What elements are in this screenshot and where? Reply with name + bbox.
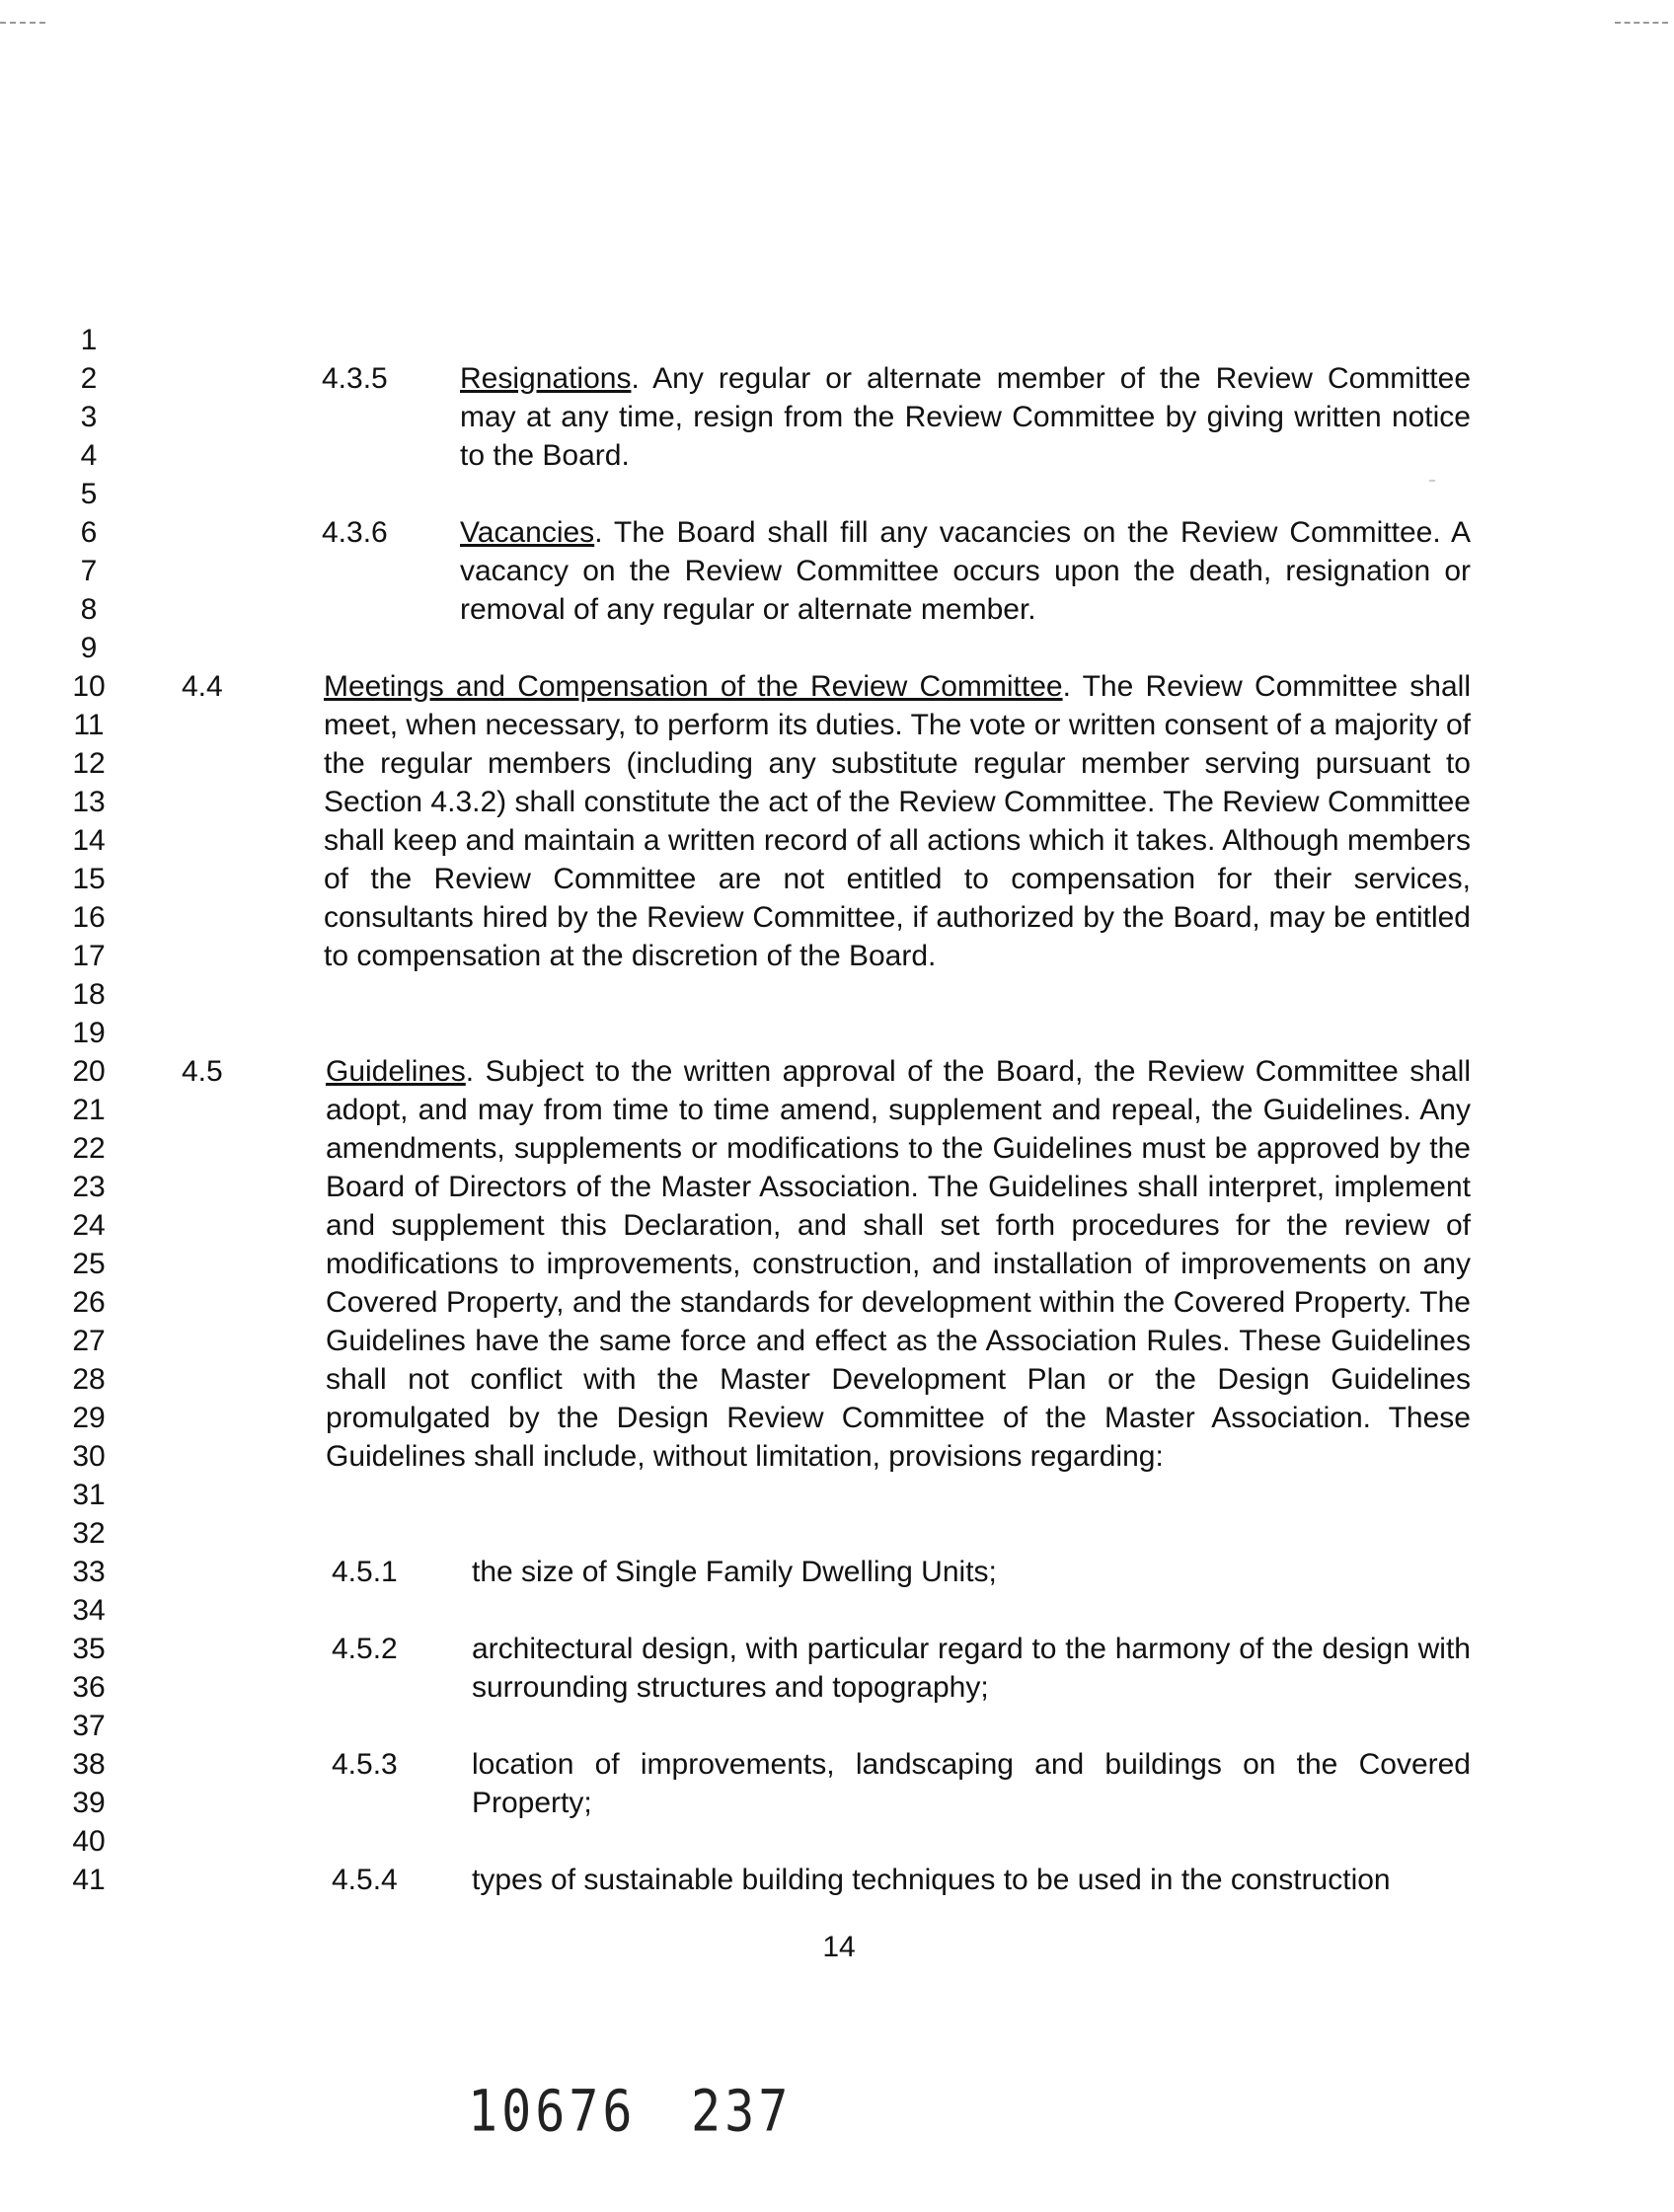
line-number: 16: [72, 901, 106, 934]
line-number: 39: [72, 1787, 106, 1819]
line-number: 8: [80, 593, 98, 626]
line-number: 36: [72, 1671, 106, 1704]
line-number: 17: [72, 940, 106, 972]
line-number: 31: [72, 1479, 106, 1511]
section-4-5-1-body: the size of Single Family Dwelling Units;: [472, 1556, 997, 1588]
scan-mark-left: [0, 22, 45, 25]
line-number: 38: [72, 1748, 106, 1781]
section-4-5-3-body: location of improvements, landscaping and buildings on the Covered Property;: [472, 1748, 1471, 1819]
line-number: 28: [72, 1363, 106, 1396]
line-number: 14: [72, 824, 106, 857]
line-number: 5: [80, 478, 98, 510]
line-number: 6: [80, 516, 98, 549]
line-number: 10: [72, 670, 106, 703]
section-4-5-title: Guidelines: [326, 1055, 466, 1088]
section-number-4-5-1: 4.5.1: [332, 1556, 398, 1588]
section-4-5-4-body: types of sustainable building techniques to be used in the construction: [472, 1864, 1391, 1896]
line-number: 12: [72, 747, 106, 780]
scan-speck: [1429, 480, 1435, 482]
recording-stamp-page: 237: [691, 2078, 793, 2145]
section-number-4-3-6: 4.3.6: [322, 516, 388, 549]
line-number: 20: [72, 1055, 106, 1088]
section-4-3-5-body: . Any regular or alternate member of the Review Committee may at any time, resign from the Review Committee by giving written notice to the Board.: [460, 362, 1471, 472]
line-number: 22: [72, 1132, 106, 1165]
section-number-4-5-4: 4.5.4: [332, 1864, 398, 1896]
line-number: 29: [72, 1402, 106, 1434]
line-number: 32: [72, 1517, 106, 1550]
section-4-5-text: [326, 1052, 1471, 1476]
line-number: 30: [72, 1440, 106, 1473]
section-number-4-3-5: 4.3.5: [322, 362, 388, 395]
line-number: 27: [72, 1325, 106, 1357]
line-number: 4: [80, 439, 98, 472]
section-4-3-5-text: [460, 359, 1471, 475]
section-4-4-body: . The Review Committee shall meet, when necessary, to perform its duties. The vote or written consent of a majority of the regular members (including any substitute regular member serving pursuant to Section 4.3.2) shall constitute the act of the Review Committee. The Review Committee shall keep and maintain a written record of all actions which it takes. Although members of the Review Committee are not entitled to compensation for their services, consultants hired by the Review Committee, if authorized by the Board, may be entitled to compensation at the discretion of the Board.: [324, 670, 1471, 972]
line-number: 35: [72, 1633, 106, 1665]
line-number: 25: [72, 1248, 106, 1280]
section-4-3-5-title: Resignations: [460, 362, 632, 395]
line-number: 13: [72, 786, 106, 818]
section-4-4-text: [324, 667, 1471, 975]
section-number-4-4: 4.4: [182, 670, 223, 703]
line-number: 11: [73, 709, 105, 741]
section-number-4-5: 4.5: [182, 1055, 223, 1088]
scan-mark-right: [1615, 22, 1668, 25]
section-4-5-2-body: architectural design, with particular regard to the harmony of the design with surrounding structures and topography;: [472, 1633, 1471, 1704]
recording-stamp-book: 10676: [468, 2078, 637, 2145]
section-number-4-5-2: 4.5.2: [332, 1633, 398, 1665]
line-number: 15: [72, 863, 106, 895]
line-number: 24: [72, 1209, 106, 1242]
line-number: 33: [72, 1556, 106, 1588]
section-4-5-body: . Subject to the written approval of the Board, the Review Committee shall adopt, and may from time to time amend, supplement and repeal, the Guidelines. Any amendments, supplements or modifications to the Guidelines must be approved by the Board of Directors of the Master Association. The Guidelines shall interpret, implement and supplement this Declaration, and shall set forth procedures for the review of modifications to improvements, construction, and installation of improvements on any Covered Property, and the standards for development within the Covered Property. The Guidelines have the same force and effect as the Association Rules. These Guidelines shall not conflict with the Master Development Plan or the Design Guidelines promulgated by the Design Review Committee of the Master Association. These Guidelines shall include, without limitation, provisions regarding:: [326, 1055, 1471, 1473]
line-number: 37: [72, 1710, 106, 1742]
line-number: 34: [72, 1594, 106, 1627]
line-number: 19: [72, 1017, 106, 1049]
section-number-4-5-3: 4.5.3: [332, 1748, 398, 1781]
line-number: 26: [72, 1286, 106, 1319]
line-number: 23: [72, 1171, 106, 1203]
section-4-4-title: Meetings and Compensation of the Review Committee: [324, 670, 1063, 703]
page-number: 14: [822, 1931, 856, 1963]
line-number: 21: [72, 1094, 106, 1126]
line-number: 3: [80, 401, 98, 433]
line-number: 9: [80, 632, 98, 664]
section-4-3-6-title: Vacancies: [460, 516, 595, 549]
section-4-3-6-body: . The Board shall fill any vacancies on the Review Committee. A vacancy on the Review Committee occurs upon the death, resignation or removal of any regular or alternate member.: [460, 516, 1471, 626]
line-number: 1: [80, 324, 98, 356]
line-number: 2: [80, 362, 98, 395]
line-number: 41: [72, 1864, 106, 1896]
section-4-3-6-text: [460, 513, 1471, 629]
line-number: 7: [80, 555, 98, 587]
line-number: 18: [72, 978, 106, 1011]
line-number: 40: [72, 1825, 106, 1858]
